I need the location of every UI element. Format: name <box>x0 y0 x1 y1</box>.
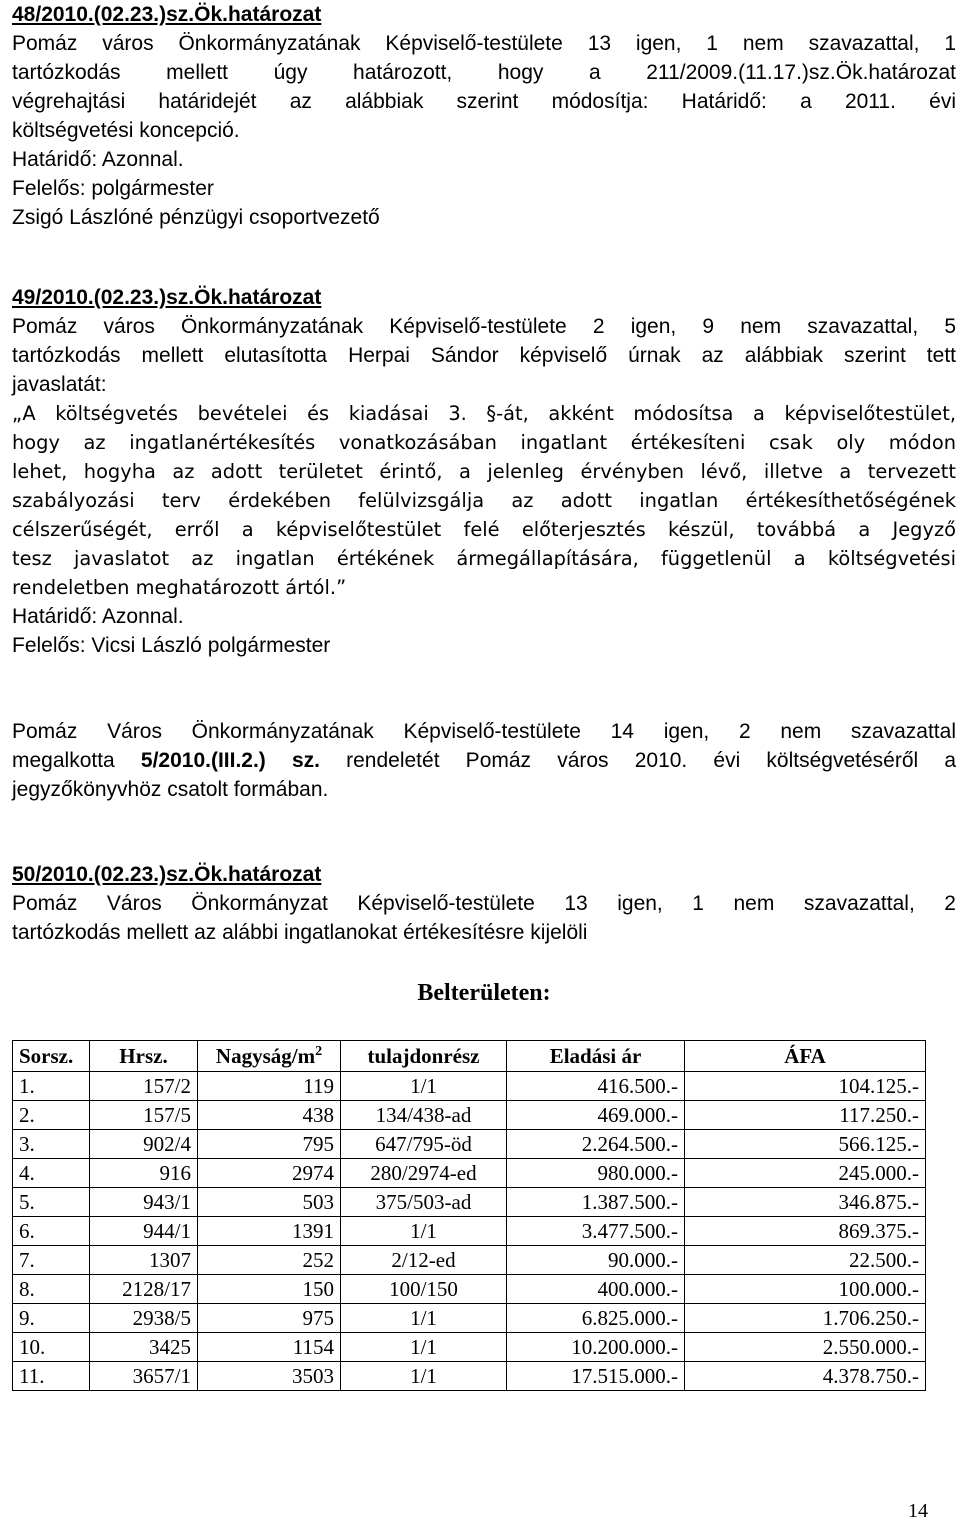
table-cell: 90.000.- <box>507 1246 685 1275</box>
table-cell: 1/1 <box>341 1362 507 1391</box>
table-row <box>13 1246 926 1275</box>
resolution-50-heading: 50/2010.(02.23.)sz.Ök.határozat <box>12 863 322 886</box>
size-sup: 2 <box>315 1044 323 1059</box>
table-cell: 7. <box>13 1246 90 1275</box>
table-cell: 400.000.- <box>507 1275 685 1304</box>
table-cell: 10. <box>13 1333 90 1362</box>
table-cell: 150 <box>198 1275 341 1304</box>
table-cell: 134/438-ad <box>341 1101 507 1130</box>
resolution-48-line: Pomáz város Önkormányzatának Képviselő-testülete 13 igen, 1 nem szavazattal, 1 <box>12 32 956 55</box>
table-row <box>13 1217 926 1246</box>
table-cell: 22.500.- <box>685 1246 926 1275</box>
table-cell: 2128/17 <box>90 1275 198 1304</box>
table-row <box>13 1159 926 1188</box>
quote-line: tesz javaslatot az ingatlan értékének ármegállapítására, függetlenül a költségvetési <box>12 547 956 570</box>
table-cell: 566.125.- <box>685 1130 926 1159</box>
col-header-vat: ÁFA <box>685 1041 926 1072</box>
table-cell: 100/150 <box>341 1275 507 1304</box>
resolution-48-heading: 48/2010.(02.23.)sz.Ök.határozat <box>12 3 322 26</box>
table-row <box>13 1072 926 1101</box>
resolution-50 <box>12 860 956 947</box>
table-cell: 2/12-ed <box>341 1246 507 1275</box>
table-cell: 11. <box>13 1362 90 1391</box>
quote-line: szabályozási terv érdekében felülvizsgálja az adott ingatlan értékesíthetőségének <box>12 489 956 512</box>
resolution-48-responsible-2: Zsigó Lászlóné pénzügyi csoportvezető <box>12 206 380 229</box>
table-cell: 17.515.000.- <box>507 1362 685 1391</box>
col-header-lot: Hrsz. <box>90 1041 198 1072</box>
table-cell: 252 <box>198 1246 341 1275</box>
decree-line: Pomáz Város Önkormányzatának Képviselő-testülete 14 igen, 2 nem szavazattal <box>12 720 956 743</box>
table-cell: 2. <box>13 1101 90 1130</box>
resolution-49-deadline: Határidő: Azonnal. <box>12 605 184 628</box>
table-row <box>13 1101 926 1130</box>
resolution-50-line: Pomáz Város Önkormányzat Képviselő-testülete 13 igen, 1 nem szavazattal, 2 <box>12 892 956 915</box>
decree-text: rendeletét Pomáz város 2010. évi költségvetéséről a <box>319 749 956 772</box>
col-header-share: tulajdonrész <box>341 1041 507 1072</box>
table-row <box>13 1188 926 1217</box>
table-row <box>13 1275 926 1304</box>
decree-line <box>12 746 956 775</box>
resolution-48-responsible: Felelős: polgármester <box>12 177 214 200</box>
table-title: Belterületen: <box>417 980 551 1006</box>
table-cell: 157/2 <box>90 1072 198 1101</box>
col-header-size <box>198 1041 341 1072</box>
resolution-48 <box>12 0 956 232</box>
resolution-48-line: költségvetési koncepció. <box>12 119 240 142</box>
table-cell: 503 <box>198 1188 341 1217</box>
resolution-49-line: tartózkodás mellett elutasította Herpai Sándor képviselő úrnak az alábbiak szerint tett <box>12 344 956 367</box>
decree-number: 5/2010.(III.2.) sz. <box>140 749 320 772</box>
quote-line: célszerűségét, erről a képviselőtestület felé előterjesztés készül, továbbá a Jegyző <box>12 518 956 541</box>
table-cell: 3503 <box>198 1362 341 1391</box>
table-cell: 438 <box>198 1101 341 1130</box>
table-cell: 6.825.000.- <box>507 1304 685 1333</box>
table-cell: 157/5 <box>90 1101 198 1130</box>
resolution-49-responsible: Felelős: Vicsi László polgármester <box>12 634 331 657</box>
table-cell: 4. <box>13 1159 90 1188</box>
proposal-quote <box>12 399 956 602</box>
table-cell: 2.550.000.- <box>685 1333 926 1362</box>
size-label: Nagyság/m <box>215 1044 316 1068</box>
table-cell: 2938/5 <box>90 1304 198 1333</box>
table-cell: 3657/1 <box>90 1362 198 1391</box>
table-cell: 1.387.500.- <box>507 1188 685 1217</box>
table-cell: 117.250.- <box>685 1101 926 1130</box>
table-row <box>13 1304 926 1333</box>
table-cell: 8. <box>13 1275 90 1304</box>
table-cell: 3425 <box>90 1333 198 1362</box>
resolution-48-deadline: Határidő: Azonnal. <box>12 148 184 171</box>
table-row <box>13 1333 926 1362</box>
table-cell: 1154 <box>198 1333 341 1362</box>
table-header-row <box>13 1041 926 1072</box>
table-cell: 100.000.- <box>685 1275 926 1304</box>
col-header-price: Eladási ár <box>507 1041 685 1072</box>
table-cell: 280/2974-ed <box>341 1159 507 1188</box>
table-cell: 6. <box>13 1217 90 1246</box>
table-cell: 1.706.250.- <box>685 1304 926 1333</box>
table-cell: 869.375.- <box>685 1217 926 1246</box>
table-body <box>13 1072 926 1391</box>
table-cell: 647/795-öd <box>341 1130 507 1159</box>
table-cell: 944/1 <box>90 1217 198 1246</box>
table-cell: 1307 <box>90 1246 198 1275</box>
page-number: 14 <box>908 1500 928 1522</box>
table-cell: 3. <box>13 1130 90 1159</box>
resolution-49-line: Pomáz város Önkormányzatának Képviselő-testülete 2 igen, 9 nem szavazattal, 5 <box>12 315 956 338</box>
table-cell: 1/1 <box>341 1333 507 1362</box>
decree-text: megalkotta <box>12 749 141 772</box>
table-cell: 795 <box>198 1130 341 1159</box>
table-cell: 1/1 <box>341 1072 507 1101</box>
quote-line: hogy az ingatlanértékesítés vonatkozásában ingatlant értékesíteni csak oly módon <box>12 431 956 454</box>
table-cell: 119 <box>198 1072 341 1101</box>
table-cell: 375/503-ad <box>341 1188 507 1217</box>
table-cell: 1391 <box>198 1217 341 1246</box>
table-cell: 416.500.- <box>507 1072 685 1101</box>
table-cell: 9. <box>13 1304 90 1333</box>
quote-line: rendeletben meghatározott ártól.” <box>12 576 347 599</box>
table-cell: 943/1 <box>90 1188 198 1217</box>
table-cell: 1/1 <box>341 1217 507 1246</box>
table-cell: 5. <box>13 1188 90 1217</box>
table-cell: 3.477.500.- <box>507 1217 685 1246</box>
table-cell: 10.200.000.- <box>507 1333 685 1362</box>
table-row <box>13 1130 926 1159</box>
col-header-index: Sorsz. <box>13 1041 90 1072</box>
table-row <box>13 1362 926 1391</box>
quote-line: „A költségvetés bevételei és kiadásai 3. §-át, akként módosítsa a képviselőtestület, <box>12 402 956 425</box>
table-cell: 916 <box>90 1159 198 1188</box>
decree-paragraph <box>12 717 956 804</box>
table-cell: 975 <box>198 1304 341 1333</box>
table-cell: 1. <box>13 1072 90 1101</box>
table-cell: 469.000.- <box>507 1101 685 1130</box>
table-cell: 1/1 <box>341 1304 507 1333</box>
table-cell: 980.000.- <box>507 1159 685 1188</box>
table-cell: 245.000.- <box>685 1159 926 1188</box>
table-cell: 2.264.500.- <box>507 1130 685 1159</box>
resolution-49-heading: 49/2010.(02.23.)sz.Ök.határozat <box>12 286 322 309</box>
resolution-48-line: tartózkodás mellett úgy határozott, hogy a 211/2009.(11.17.)sz.Ök.határozat <box>12 61 956 84</box>
property-table <box>12 1040 926 1391</box>
quote-line: lehet, hogyha az adott területet érintő, a jelenleg érvényben lévő, illetve a tervezett <box>12 460 956 483</box>
table-cell: 2974 <box>198 1159 341 1188</box>
table-cell: 4.378.750.- <box>685 1362 926 1391</box>
table-cell: 104.125.- <box>685 1072 926 1101</box>
table-cell: 902/4 <box>90 1130 198 1159</box>
table-cell: 346.875.- <box>685 1188 926 1217</box>
resolution-50-line: tartózkodás mellett az alábbi ingatlanokat értékesítésre kijelöli <box>12 921 588 944</box>
resolution-49-line: javaslatát: <box>12 373 107 396</box>
decree-line: jegyzőkönyvhöz csatolt formában. <box>12 778 329 801</box>
resolution-48-line: végrehajtási határidejét az alábbiak szerint módosítja: Határidő: a 2011. évi <box>12 90 956 113</box>
resolution-49 <box>12 283 956 660</box>
